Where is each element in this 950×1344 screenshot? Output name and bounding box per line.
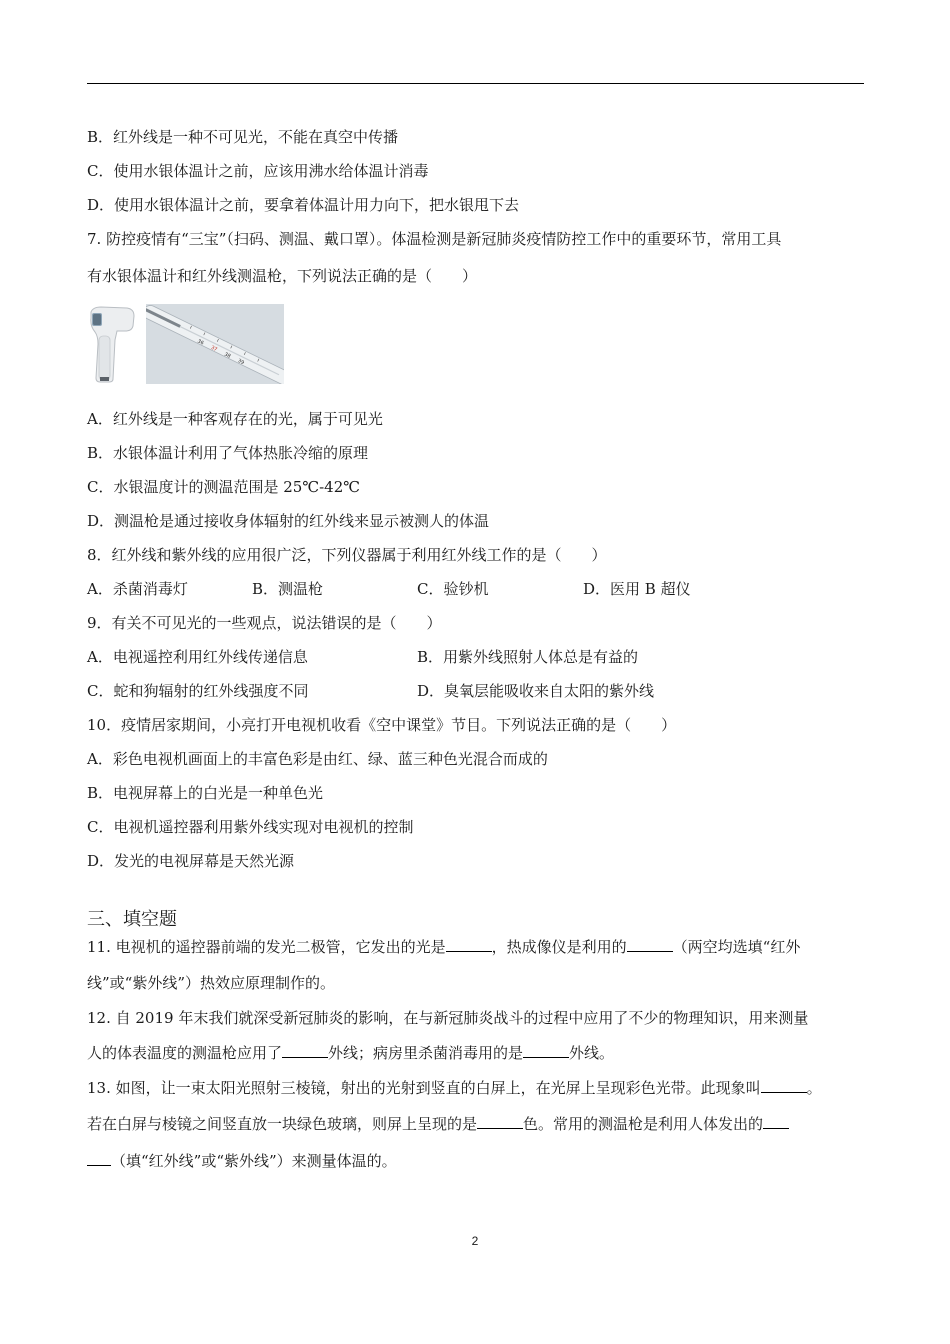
q11-line2: 线”或“紫外线”）热效应原理制作的。 [87, 974, 336, 992]
q10-option-c: C．电视机遥控器利用紫外线实现对电视机的控制 [87, 818, 414, 836]
q7-stem-line1: 7. 防控疫情有“三宝”（扫码、测温、戴口罩）。体温检测是新冠肺炎疫情防控工作中的重要环节，常用工具 [87, 230, 782, 248]
q12-blank-2[interactable] [523, 1043, 569, 1058]
q6-option-b: B．红外线是一种不可见光，不能在真空中传播 [87, 128, 399, 146]
q11-blank-1[interactable] [446, 937, 492, 952]
q7-option-d: D．测温枪是通过接收身体辐射的红外线来显示被测人的体温 [87, 512, 490, 530]
q13-text-b: 。 [806, 1079, 822, 1097]
q12-text-c: 外线；病房里杀菌消毒用的是 [328, 1044, 524, 1062]
q13-text-e: （填“红外线”或“紫外线”）来测量体温的。 [111, 1152, 397, 1170]
q8-stem: 8．红外线和紫外线的应用很广泛，下列仪器属于利用红外线工作的是（ ） [87, 546, 607, 564]
page-number: 2 [471, 1234, 479, 1248]
q6-option-c: C．使用水银体温计之前，应该用沸水给体温计消毒 [87, 162, 429, 180]
q7-option-c: C．水银温度计的测温范围是 25℃-42℃ [87, 478, 361, 496]
q13-text-c: 若在白屏与棱镜之间竖直放一块绿色玻璃，则屏上呈现的是 [87, 1115, 478, 1133]
q13-line2 [87, 1114, 789, 1134]
q6-option-d: D．使用水银体温计之前，要拿着体温计用力向下，把水银甩下去 [87, 196, 520, 214]
q7-option-a: A．红外线是一种客观存在的光，属于可见光 [87, 410, 383, 428]
q13-text-d: 色。常用的测温枪是利用人体发出的 [523, 1115, 764, 1133]
q8-option-b: B．测温枪 [252, 580, 324, 598]
q10-option-b: B．电视屏幕上的白光是一种单色光 [87, 784, 324, 802]
q13-blank-3-start[interactable] [763, 1114, 789, 1129]
q10-stem: 10．疫情居家期间，小亮打开电视机收看《空中课堂》节目。下列说法正确的是（ ） [87, 716, 677, 734]
q8-option-a: A．杀菌消毒灯 [87, 580, 188, 598]
q11-text-b: ，热成像仪是利用的 [491, 938, 627, 956]
mercury-thermometer-image [146, 304, 284, 384]
q11-line1 [87, 937, 800, 957]
q9-option-a: A．电视遥控利用红外线传递信息 [87, 648, 308, 666]
q13-text-a: 13. 如图，让一束太阳光照射三棱镜，射出的光射到竖直的白屏上，在光屏上呈现彩色光带。此现象叫 [87, 1079, 761, 1097]
q11-blank-2[interactable] [627, 937, 673, 952]
q12-text-d: 外线。 [569, 1044, 615, 1062]
q8-option-c: C．验钞机 [417, 580, 489, 598]
q13-blank-3-end[interactable] [87, 1151, 111, 1166]
q9-option-d: D．臭氧层能吸收来自太阳的紫外线 [417, 682, 655, 700]
q9-option-b: B．用紫外线照射人体总是有益的 [417, 648, 639, 666]
q13-blank-2[interactable] [477, 1114, 523, 1129]
q8-option-d: D．医用 B 超仪 [583, 580, 691, 598]
q11-text-a: 11. 电视机的遥控器前端的发光二极管，它发出的光是 [87, 938, 446, 956]
therm-mark-37: 37 [209, 344, 219, 354]
q7-option-b: B．水银体温计利用了气体热胀冷缩的原理 [87, 444, 369, 462]
mercury-thermometer-icon [146, 304, 284, 384]
q10-option-d: D．发光的电视屏幕是天然光源 [87, 852, 295, 870]
thermometer-gun-icon [87, 304, 140, 384]
q10-option-a: A．彩色电视机画面上的丰富色彩是由红、绿、蓝三种色光混合而成的 [87, 750, 548, 768]
q12-text-b: 人的体表温度的测温枪应用了 [87, 1044, 283, 1062]
infrared-thermometer-image [87, 304, 140, 384]
q13-line1 [87, 1078, 822, 1098]
therm-mark-38: 38 [223, 351, 232, 360]
q12-line1: 12. 自 2019 年末我们就深受新冠肺炎的影响，在与新冠肺炎战斗的过程中应用了不少的物理知识，用来测量 [87, 1009, 809, 1027]
header-rule [87, 83, 864, 84]
q13-line3 [87, 1151, 397, 1171]
q12-line2 [87, 1043, 614, 1063]
section-fill-in-blank-title: 三、填空题 [87, 909, 177, 930]
q7-stem-line2: 有水银体温计和红外线测温枪，下列说法正确的是（ ） [87, 267, 478, 285]
therm-mark-39: 39 [236, 358, 246, 367]
q12-blank-1[interactable] [282, 1043, 328, 1058]
q9-option-c: C．蛇和狗辐射的红外线强度不同 [87, 682, 309, 700]
therm-mark-36: 36 [196, 338, 205, 347]
q9-stem: 9．有关不可见光的一些观点，说法错误的是（ ） [87, 614, 442, 632]
q13-blank-1[interactable] [761, 1078, 807, 1093]
q11-text-c: （两空均选填“红外 [672, 938, 801, 956]
